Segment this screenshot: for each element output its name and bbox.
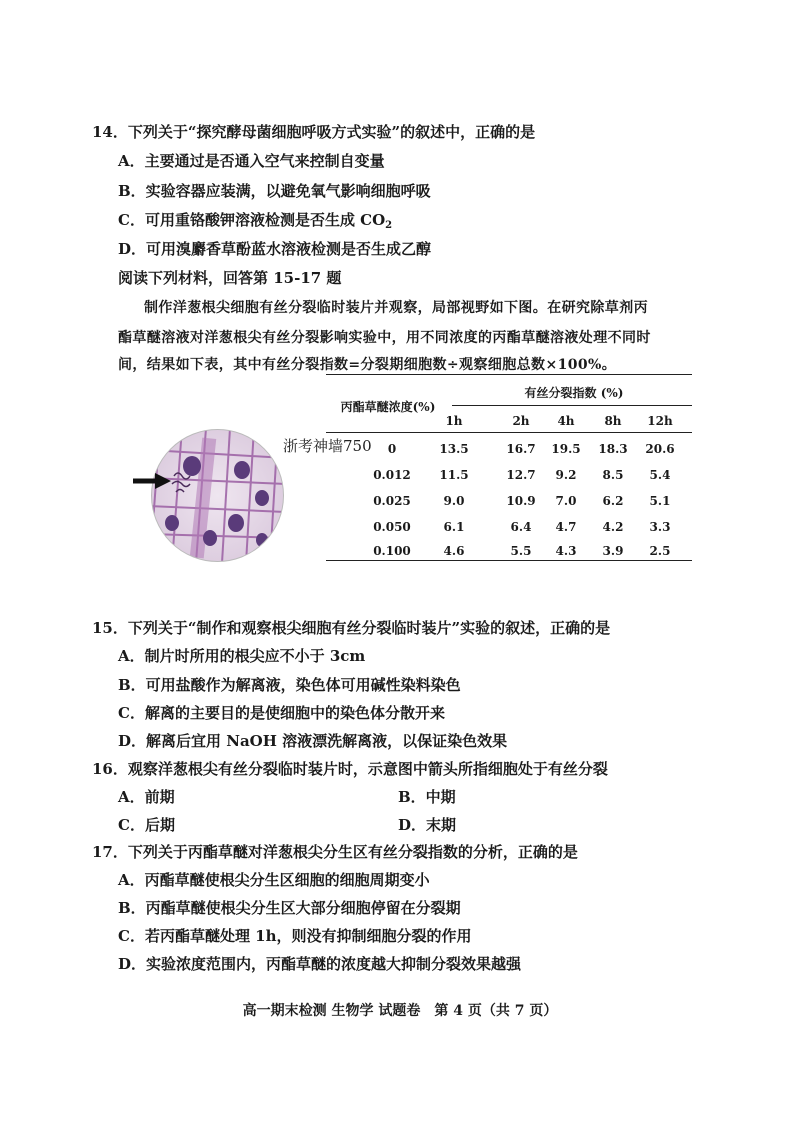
q14-option-d: D．可用溴麝香草酚蓝水溶液检测是否生成乙醇 <box>118 240 432 258</box>
watermark-text: 浙考神墙750 <box>283 437 372 455</box>
table-cell: 4.7 <box>555 520 577 534</box>
table-cell: 6.4 <box>510 520 532 534</box>
q17-option-d: D．实验浓度范围内，丙酯草醚的浓度越大抑制分裂效果越强 <box>118 955 522 973</box>
q16-option-d: D．末期 <box>398 816 457 834</box>
q17-option-b: B．丙酯草醚使根尖分生区大部分细胞停留在分裂期 <box>118 899 461 917</box>
reading-heading: 阅读下列材料，回答第 15-17 题 <box>118 269 342 287</box>
table-cell: 5.5 <box>510 544 532 558</box>
q16-option-c: C．后期 <box>118 816 175 834</box>
reading-paragraph-line-2: 酯草醚溶液对洋葱根尖有丝分裂影响实验中，用不同浓度的丙酯草醚溶液处理不同时 <box>118 330 651 346</box>
q14-option-a: A．主要通过是否通入空气来控制自变量 <box>118 152 385 170</box>
table-cell: 3.3 <box>649 520 671 534</box>
table-cell: 13.5 <box>439 442 469 456</box>
mitotic-index-table <box>326 374 692 564</box>
table-group-header: 有丝分裂指数 (%) <box>524 386 624 400</box>
table-header-rule <box>326 432 692 433</box>
table-cell-concentration: 0.100 <box>373 544 411 558</box>
page-footer: 高一期末检测 生物学 试题卷 第 4 页（共 7 页） <box>242 1003 558 1019</box>
q14-option-c-subscript: 2 <box>385 220 393 231</box>
table-row-header: 丙酯草醚浓度(%) <box>340 400 436 414</box>
table-cell: 6.2 <box>602 494 624 508</box>
q15-option-b: B．可用盐酸作为解离液，染色体可用碱性染料染色 <box>118 676 461 694</box>
table-cell: 2.5 <box>649 544 671 558</box>
table-top-rule <box>326 374 692 375</box>
table-cell: 9.0 <box>443 494 465 508</box>
table-cell: 20.6 <box>645 442 675 456</box>
q14-option-c-text: C．可用重铬酸钾溶液检测是否生成 CO <box>118 211 386 229</box>
table-cell: 9.2 <box>555 468 577 482</box>
table-cell: 8.5 <box>602 468 624 482</box>
q17-stem: 17．下列关于丙酯草醚对洋葱根尖分生区有丝分裂指数的分析，正确的是 <box>92 843 578 861</box>
table-cell: 5.1 <box>649 494 671 508</box>
table-cell-concentration: 0 <box>387 442 397 456</box>
table-cell: 4.6 <box>443 544 465 558</box>
arrow-icon <box>131 471 173 491</box>
table-cell: 7.0 <box>555 494 577 508</box>
table-col-header: 2h <box>512 414 530 428</box>
table-cell: 5.4 <box>649 468 671 482</box>
table-col-header: 4h <box>557 414 575 428</box>
table-col-header: 8h <box>604 414 622 428</box>
table-bottom-rule <box>326 560 692 561</box>
q14-stem: 14．下列关于“探究酵母菌细胞呼吸方式实验”的叙述中，正确的是 <box>92 123 536 141</box>
table-cell: 4.2 <box>602 520 624 534</box>
q14-option-b: B．实验容器应装满，以避免氧气影响细胞呼吸 <box>118 182 431 200</box>
table-cell: 18.3 <box>598 442 628 456</box>
q16-stem: 16．观察洋葱根尖有丝分裂临时装片时，示意图中箭头所指细胞处于有丝分裂 <box>92 760 608 778</box>
table-cell: 4.3 <box>555 544 577 558</box>
table-cell: 10.9 <box>506 494 536 508</box>
table-cell-concentration: 0.012 <box>373 468 411 482</box>
table-group-rule <box>452 405 692 406</box>
table-col-header: 12h <box>647 414 673 428</box>
table-cell: 16.7 <box>506 442 536 456</box>
q16-option-b: B．中期 <box>398 788 456 806</box>
q15-option-a: A．制片时所用的根尖应不小于 3cm <box>118 647 366 665</box>
table-cell: 11.5 <box>439 468 469 482</box>
q15-stem: 15．下列关于“制作和观察根尖细胞有丝分裂临时装片”实验的叙述，正确的是 <box>92 619 611 637</box>
onion-root-tip-micrograph <box>150 428 285 563</box>
table-col-header: 1h <box>445 414 463 428</box>
q17-option-c: C．若丙酯草醚处理 1h，则没有抑制细胞分裂的作用 <box>118 927 472 945</box>
table-cell: 6.1 <box>443 520 465 534</box>
table-cell-concentration: 0.050 <box>373 520 411 534</box>
q15-option-c: C．解离的主要目的是使细胞中的染色体分散开来 <box>118 704 445 722</box>
q17-option-a: A．丙酯草醚使根尖分生区细胞的细胞周期变小 <box>118 871 430 889</box>
table-cell: 12.7 <box>506 468 536 482</box>
q16-option-a: A．前期 <box>118 788 175 806</box>
table-cell: 3.9 <box>602 544 624 558</box>
table-cell: 19.5 <box>551 442 581 456</box>
table-cell-concentration: 0.025 <box>373 494 411 508</box>
reading-paragraph-line-3: 间，结果如下表，其中有丝分裂指数=分裂期细胞数÷观察细胞总数×100%。 <box>118 357 617 373</box>
q15-option-d: D．解离后宜用 NaOH 溶液漂洗解离液，以保证染色效果 <box>118 732 508 750</box>
q14-option-c <box>118 210 392 230</box>
reading-paragraph-line-1: 制作洋葱根尖细胞有丝分裂临时装片并观察，局部视野如下图。在研究除草剂丙 <box>144 300 648 316</box>
